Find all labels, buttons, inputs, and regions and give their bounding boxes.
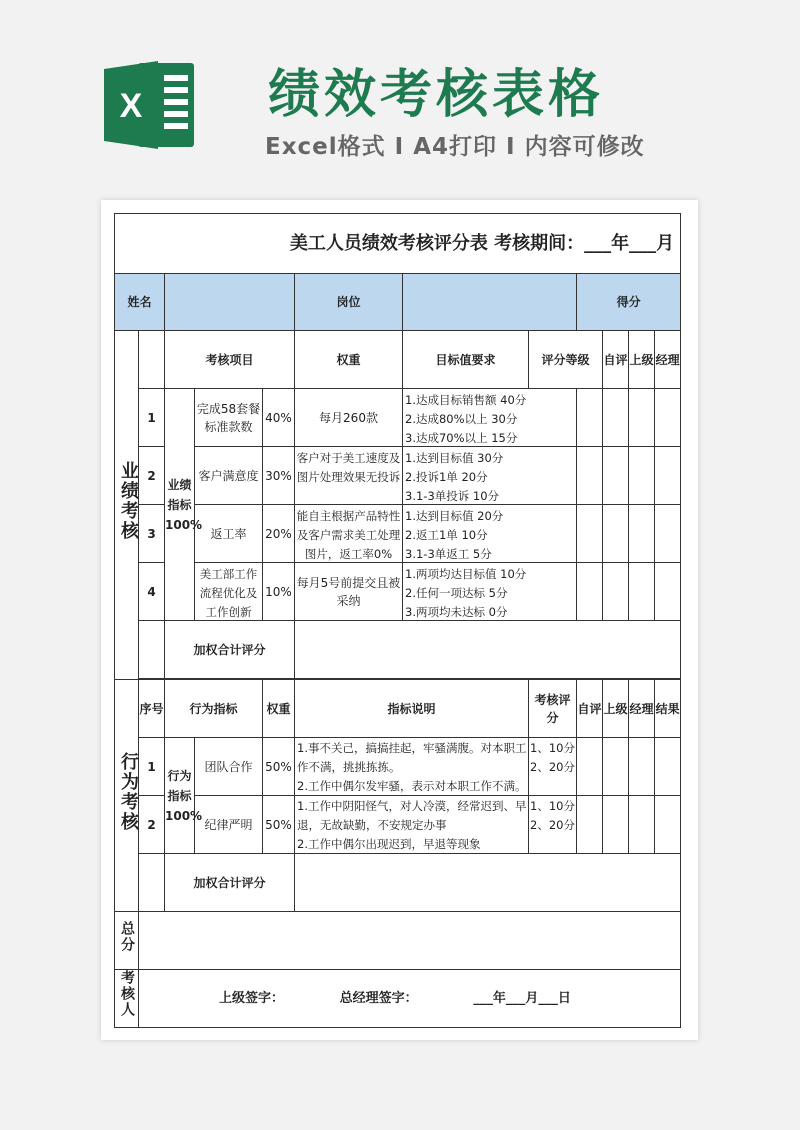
- perf-weighted-total-label: 加权合计评分: [165, 621, 295, 679]
- perf-indicator: 业绩指标 100%: [165, 389, 195, 621]
- perf-weighted-total-cell[interactable]: [295, 621, 681, 679]
- svg-text:X: X: [119, 87, 143, 125]
- signature-row: [139, 970, 681, 1028]
- col-behav-weight: 权重: [263, 680, 295, 738]
- gm-signature-label[interactable]: 总经理签字：: [339, 990, 418, 1006]
- perf-row: 2 客户满意度 30% 客户对于美工速度及图片处理效果无投诉 1.达到目标值 30分 2.投诉1单 20分 3.1-3单投诉 10分: [115, 447, 681, 505]
- behav-section-label: 行为考核: [115, 680, 139, 912]
- col-behav-no: 序号: [139, 680, 165, 738]
- result-cell[interactable]: [655, 389, 681, 447]
- superior-score-cell[interactable]: [603, 505, 629, 563]
- manager-score-cell[interactable]: [629, 563, 655, 621]
- assessor-label: 考核人: [115, 970, 139, 1028]
- col-behav-score: 考核评分: [529, 680, 577, 738]
- col-perf-target: 目标值要求: [403, 331, 529, 389]
- perf-row: 4 美工部工作流程优化及工作创新 10% 每月5号前提交且被采纳 1.两项均达目标值 10分 2.任何一项达标 5分 3.两项均未达标 0分: [115, 563, 681, 621]
- superior-score-cell[interactable]: [603, 563, 629, 621]
- superior-score-cell[interactable]: [603, 389, 629, 447]
- name-value-cell[interactable]: [165, 274, 295, 331]
- self-score-cell[interactable]: [577, 389, 603, 447]
- result-cell[interactable]: [655, 738, 681, 796]
- col-behav-indicator: 行为指标: [165, 680, 263, 738]
- total-label: 总分: [115, 912, 139, 970]
- result-cell[interactable]: [655, 505, 681, 563]
- result-cell[interactable]: [655, 796, 681, 854]
- banner: [0, 0, 800, 200]
- perf-row: 1 业绩指标 100% 完成58套餐标准款数 40% 每月260款 1.达成目标销售额 40分 2.达成80%以上 30分 3.达成70%以上 15分: [115, 389, 681, 447]
- manager-score-cell[interactable]: [629, 505, 655, 563]
- perf-section-label: 业绩考核: [115, 331, 139, 680]
- behav-row: 2 纪律严明 50% 1.工作中阴阳怪气，对人冷漠，经常迟到、早退，无故缺勤，不安规定办事 2.工作中偶尔出现迟到，早退等现象 1、10分 2、20分: [115, 796, 681, 854]
- behav-weighted-total-label: 加权合计评分: [165, 854, 295, 912]
- self-score-cell[interactable]: [577, 796, 603, 854]
- result-cell[interactable]: [655, 447, 681, 505]
- self-score-cell[interactable]: [577, 563, 603, 621]
- behav-weighted-total-cell[interactable]: [295, 854, 681, 912]
- col-behav-desc: 指标说明: [295, 680, 529, 738]
- perf-row: 3 返工率 20% 能自主根据产品特性及客户需求美工处理图片，返工率0% 1.达到目标值 20分 2.返工1单 10分 3.1-3单返工 5分: [115, 505, 681, 563]
- total-value-cell[interactable]: [139, 912, 681, 970]
- superior-signature-label[interactable]: 上级签字：: [219, 990, 285, 1006]
- document-title: 美工人员绩效考核评分表 考核期间：___年___月: [115, 214, 681, 274]
- appraisal-table: 美工人员绩效考核评分表 考核期间：___年___月 姓名 岗位 得分 业绩考核 考核项目 权重 目标值要求 评分等级 自评 上级 经理 1 业绩指标 100% 完成58套餐标准款数 40% 每月260款 1.达成目标销售额 40分 2.达成80%以上 30分 3.达成70%以上 15分 2 客户满意度 30% 客户对于美工速度及图片处理效果无投诉 1.达到目标值 30分 2.投诉1单 20分 3.1-3单投诉 10分 3 返工率 20% 能自主根据产品特性及客户需求美工处理图片，返工率0% 1.达到目标值 20分 2.返工1单 10分 3.1-3单返工 5分 4 美工部工作流程优化及工作创新 10% 每月5号前提交且被采纳 1.两项均达目标值 10分 2.任何一项达标 5分 3.两项均未达标 0分 加权合计评分 行为考核 序号 行为指标 权重 指标说明 考核评分 自评 上级 经理 结果 1 行为指标 100% 团队合作 50% 1.事不关己，搞搞挂起，牢骚满腹。对本职工作不满，挑挑拣拣。 2.工作中偶尔发牢骚，表示对本职工作不满。 1、10分 2、20分 2 纪律严明 50% 1.工作中阴阳怪气，对人冷漠，经常迟到、早退，无故缺勤，不安规定办事 2.工作中偶尔出现迟到，早退等现象 1、10分 2、20分 加权合计评分 总分 考核人 上级签字： 总经理签字： ___年___月___日: [114, 213, 681, 1028]
- self-score-cell[interactable]: [577, 447, 603, 505]
- behav-row: 1 行为指标 100% 团队合作 50% 1.事不关己，搞搞挂起，牢骚满腹。对本职工作不满，挑挑拣拣。 2.工作中偶尔发牢骚，表示对本职工作不满。 1、10分 2、20分: [115, 738, 681, 796]
- col-perf-item: 考核项目: [165, 331, 295, 389]
- banner-title: 绩效考核表格: [268, 65, 605, 125]
- excel-logo-icon: [100, 55, 200, 155]
- manager-score-cell[interactable]: [629, 796, 655, 854]
- manager-score-cell[interactable]: [629, 389, 655, 447]
- name-label: 姓名: [115, 274, 165, 331]
- col-self: 自评: [603, 331, 629, 389]
- result-cell[interactable]: [655, 563, 681, 621]
- post-value-cell[interactable]: [403, 274, 577, 331]
- superior-score-cell[interactable]: [603, 738, 629, 796]
- banner-subtitle: Excel格式 I A4打印 I 内容可修改: [265, 134, 645, 160]
- col-perf-weight: 权重: [295, 331, 403, 389]
- superior-score-cell[interactable]: [603, 447, 629, 505]
- col-superior: 上级: [629, 331, 655, 389]
- signature-date[interactable]: ___年___月___日: [473, 990, 571, 1006]
- score-label: 得分: [577, 274, 681, 331]
- col-perf-grade: 评分等级: [529, 331, 603, 389]
- manager-score-cell[interactable]: [629, 447, 655, 505]
- behav-indicator: 行为指标 100%: [165, 738, 195, 854]
- col-manager: 经理: [655, 331, 681, 389]
- sheet-paper: [101, 200, 698, 1040]
- self-score-cell[interactable]: [577, 505, 603, 563]
- post-label: 岗位: [295, 274, 403, 331]
- superior-score-cell[interactable]: [603, 796, 629, 854]
- manager-score-cell[interactable]: [629, 738, 655, 796]
- self-score-cell[interactable]: [577, 738, 603, 796]
